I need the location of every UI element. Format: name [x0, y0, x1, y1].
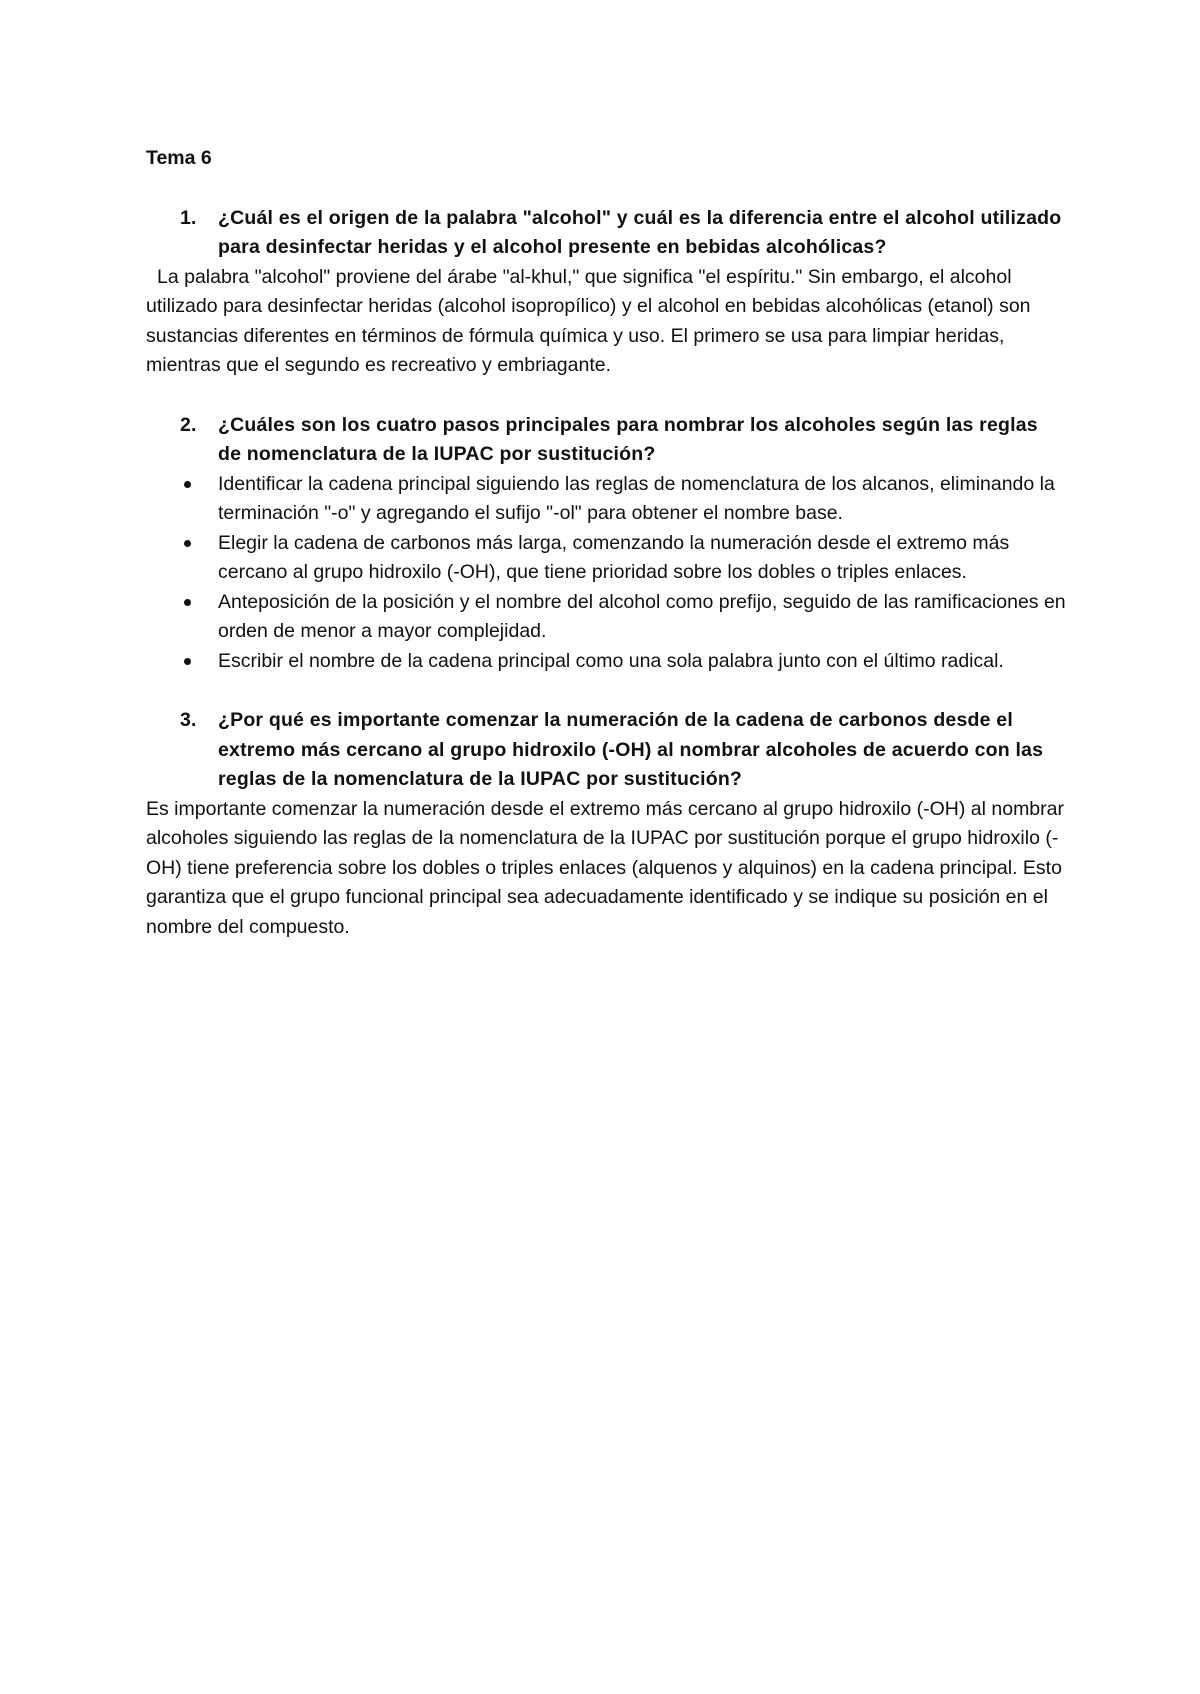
question-3 — [146, 706, 1066, 795]
spacer — [146, 381, 1066, 411]
question-number: 2. — [180, 413, 197, 436]
answer-3: Es importante comenzar la numeración desde el extremo más cercano al grupo hidroxilo (-OH) al nombrar alcoholes siguiendo las reglas de la nomenclatura de la IUPAC por sustitución porque el grupo hidroxilo (-OH) tiene preferencia sobre los dobles o triples enlaces (alquenos y alquinos) en la cadena principal. Esto garantiza que el grupo funcional principal sea adecuadamente identificado y se indique su posición en el nombre del compuesto. — [146, 797, 1064, 938]
bullet-icon — [146, 470, 218, 529]
list-item — [146, 588, 1066, 647]
list-item — [146, 470, 1066, 529]
list-item-text: Anteposición de la posición y el nombre del alcohol como prefijo, seguido de las ramificaciones en orden de menor a mayor complejidad. — [218, 590, 1066, 642]
question-text: ¿Cuáles son los cuatro pasos principales para nombrar los alcoholes según las reglas de nomenclatura de la IUPAC por sustitución? — [218, 413, 1038, 465]
question-number: 3. — [180, 709, 197, 731]
list-item-text: Identificar la cadena principal siguiendo las reglas de nomenclatura de los alcanos, eliminando la terminación "-o" y agregando el sufijo "-ol" para obtener el nombre base. — [218, 472, 1055, 524]
document-title: Tema 6 — [146, 147, 212, 169]
list-item-text: Escribir el nombre de la cadena principal como una sola palabra junto con el último radical. — [218, 649, 1004, 672]
answer-1: La palabra "alcohol" proviene del árabe "al-khul," que significa "el espíritu." Sin embargo, el alcohol utilizado para desinfectar heridas (alcohol isopropílico) y el alcohol en bebidas alcohólicas (etanol) son sustancias diferentes en términos de fórmula química y uso. El primero se usa para limpiar heridas, mientras que el segundo es recreativo y embriagante. — [146, 265, 1031, 376]
question-2 — [146, 411, 1066, 470]
bullet-icon — [146, 529, 218, 588]
list-item-text: Elegir la cadena de carbonos más larga, comenzando la numeración desde el extremo más cercano al grupo hidroxilo (-OH), que tiene prioridad sobre los dobles o triples enlaces. — [218, 531, 1010, 583]
question-number: 1. — [180, 206, 197, 229]
question-text: ¿Cuál es el origen de la palabra "alcohol" y cuál es la diferencia entre el alcohol utilizado para desinfectar heridas y el alcohol presente en bebidas alcohólicas? — [218, 206, 1062, 258]
steps-list — [146, 470, 1066, 677]
list-item — [146, 529, 1066, 588]
document-content — [146, 144, 1066, 942]
question-1 — [146, 204, 1066, 263]
list-item — [146, 647, 1066, 677]
question-text: ¿Por qué es importante comenzar la numeración de la cadena de carbonos desde el extremo más cercano al grupo hidroxilo (-OH) al nombrar alcoholes de acuerdo con las reglas de la nomenclatura de la IUPAC por sustitución? — [218, 709, 1044, 790]
bullet-icon — [146, 647, 218, 677]
spacer — [146, 676, 1066, 706]
bullet-icon — [146, 588, 218, 647]
